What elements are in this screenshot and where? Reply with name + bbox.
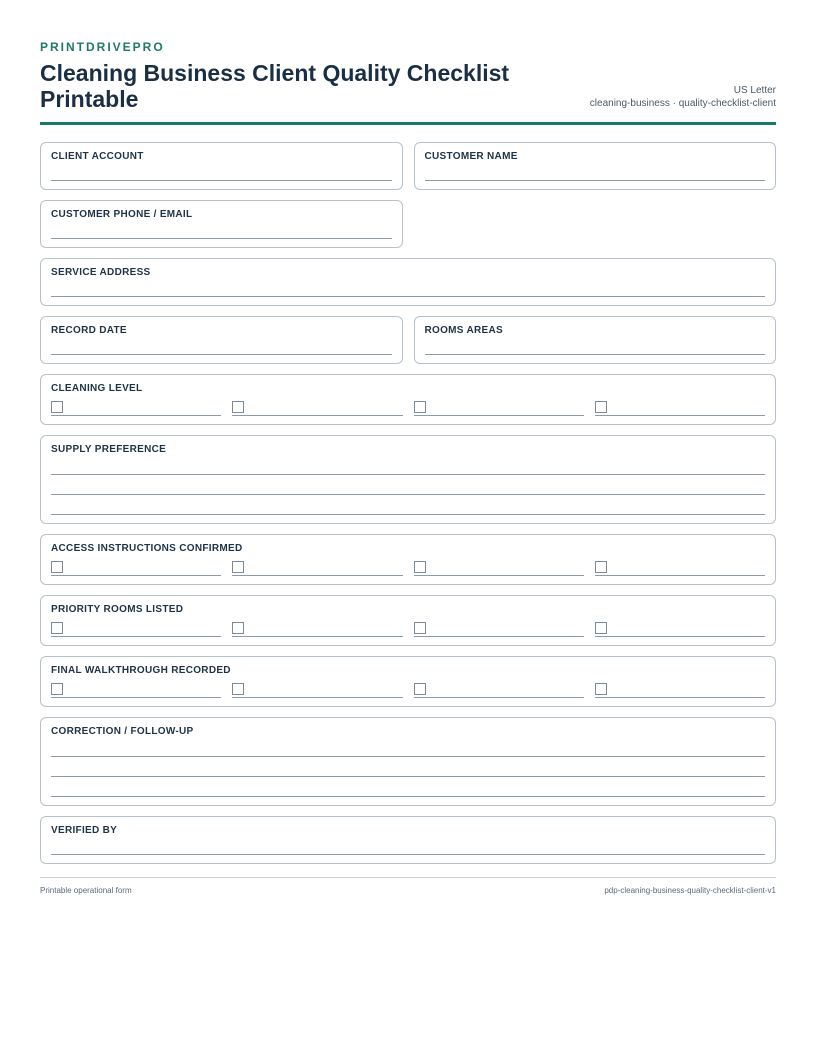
checkbox[interactable] bbox=[595, 683, 607, 695]
supply-preference-field bbox=[40, 435, 776, 524]
supply-preference-line[interactable] bbox=[51, 455, 765, 475]
final-walkthrough-field bbox=[40, 656, 776, 707]
record-date-line[interactable] bbox=[51, 336, 392, 355]
access-instructions-label: ACCESS INSTRUCTIONS CONFIRMED bbox=[51, 543, 243, 554]
checkbox[interactable] bbox=[51, 683, 63, 695]
customer-contact-line[interactable] bbox=[51, 220, 392, 239]
paper-size: US Letter bbox=[733, 85, 776, 96]
checkbox[interactable] bbox=[232, 401, 244, 413]
customer-name-line[interactable] bbox=[425, 162, 766, 181]
rooms-areas-field bbox=[414, 316, 777, 364]
walkthrough-option bbox=[414, 682, 584, 698]
priority-option bbox=[51, 621, 221, 637]
client-account-line[interactable] bbox=[51, 162, 392, 181]
verified-by-label: VERIFIED BY bbox=[51, 825, 118, 836]
checkbox[interactable] bbox=[232, 683, 244, 695]
customer-contact-label: CUSTOMER PHONE / EMAIL bbox=[51, 209, 193, 220]
form-tags: cleaning-business · quality-checklist-client bbox=[589, 98, 776, 109]
priority-option bbox=[232, 621, 402, 637]
checkbox[interactable] bbox=[414, 622, 426, 634]
correction-field bbox=[40, 717, 776, 806]
header bbox=[40, 60, 776, 112]
checkbox[interactable] bbox=[232, 561, 244, 573]
record-date-label: RECORD DATE bbox=[51, 325, 127, 336]
access-option bbox=[232, 560, 402, 576]
correction-label: CORRECTION / FOLLOW-UP bbox=[51, 726, 194, 737]
checkbox[interactable] bbox=[595, 401, 607, 413]
correction-line[interactable] bbox=[51, 777, 765, 797]
client-account-field bbox=[40, 142, 403, 190]
checkbox[interactable] bbox=[414, 401, 426, 413]
priority-option bbox=[595, 621, 765, 637]
footer bbox=[40, 877, 776, 895]
cleaning-level-option bbox=[51, 400, 221, 416]
client-account-label: CLIENT ACCOUNT bbox=[51, 151, 144, 162]
priority-option bbox=[414, 621, 584, 637]
verified-by-line[interactable] bbox=[51, 836, 765, 855]
correction-line[interactable] bbox=[51, 757, 765, 777]
cleaning-level-field bbox=[40, 374, 776, 425]
form-page bbox=[40, 40, 776, 864]
cleaning-level-label: CLEANING LEVEL bbox=[51, 383, 143, 394]
page-title: Cleaning Business Client Quality Checklist Printable bbox=[40, 60, 510, 112]
correction-line[interactable] bbox=[51, 737, 765, 757]
checkbox[interactable] bbox=[232, 622, 244, 634]
checkbox[interactable] bbox=[51, 561, 63, 573]
access-option bbox=[595, 560, 765, 576]
service-address-label: SERVICE ADDRESS bbox=[51, 267, 151, 278]
cleaning-level-option bbox=[595, 400, 765, 416]
verified-by-field bbox=[40, 816, 776, 864]
supply-preference-line[interactable] bbox=[51, 495, 765, 515]
checkbox[interactable] bbox=[51, 401, 63, 413]
customer-name-label: CUSTOMER NAME bbox=[424, 151, 518, 162]
walkthrough-option bbox=[232, 682, 402, 698]
checkbox[interactable] bbox=[414, 683, 426, 695]
customer-contact-field bbox=[40, 200, 403, 248]
checkbox[interactable] bbox=[595, 622, 607, 634]
final-walkthrough-label: FINAL WALKTHROUGH RECORDED bbox=[51, 665, 231, 676]
walkthrough-option bbox=[51, 682, 221, 698]
supply-preference-label: SUPPLY PREFERENCE bbox=[51, 444, 167, 455]
footer-right: pdp-cleaning-business-quality-checklist-client-v1 bbox=[604, 886, 776, 895]
cleaning-level-option bbox=[414, 400, 584, 416]
priority-rooms-label: PRIORITY ROOMS LISTED bbox=[51, 604, 184, 615]
service-address-line[interactable] bbox=[51, 278, 765, 297]
checkbox[interactable] bbox=[414, 561, 426, 573]
priority-rooms-field bbox=[40, 595, 776, 646]
brand-name: PRINTDRIVEPRO bbox=[40, 40, 165, 54]
header-rule bbox=[40, 122, 776, 125]
access-instructions-field bbox=[40, 534, 776, 585]
access-option bbox=[51, 560, 221, 576]
page-meta bbox=[590, 84, 776, 112]
cleaning-level-option bbox=[232, 400, 402, 416]
access-option bbox=[414, 560, 584, 576]
service-address-field bbox=[40, 258, 776, 306]
rooms-areas-line[interactable] bbox=[425, 336, 766, 355]
rooms-areas-label: ROOMS AREAS bbox=[424, 325, 503, 336]
walkthrough-option bbox=[595, 682, 765, 698]
supply-preference-line[interactable] bbox=[51, 475, 765, 495]
footer-left: Printable operational form bbox=[40, 886, 132, 895]
checkbox[interactable] bbox=[595, 561, 607, 573]
checkbox[interactable] bbox=[51, 622, 63, 634]
customer-name-field bbox=[414, 142, 777, 190]
record-date-field bbox=[40, 316, 403, 364]
